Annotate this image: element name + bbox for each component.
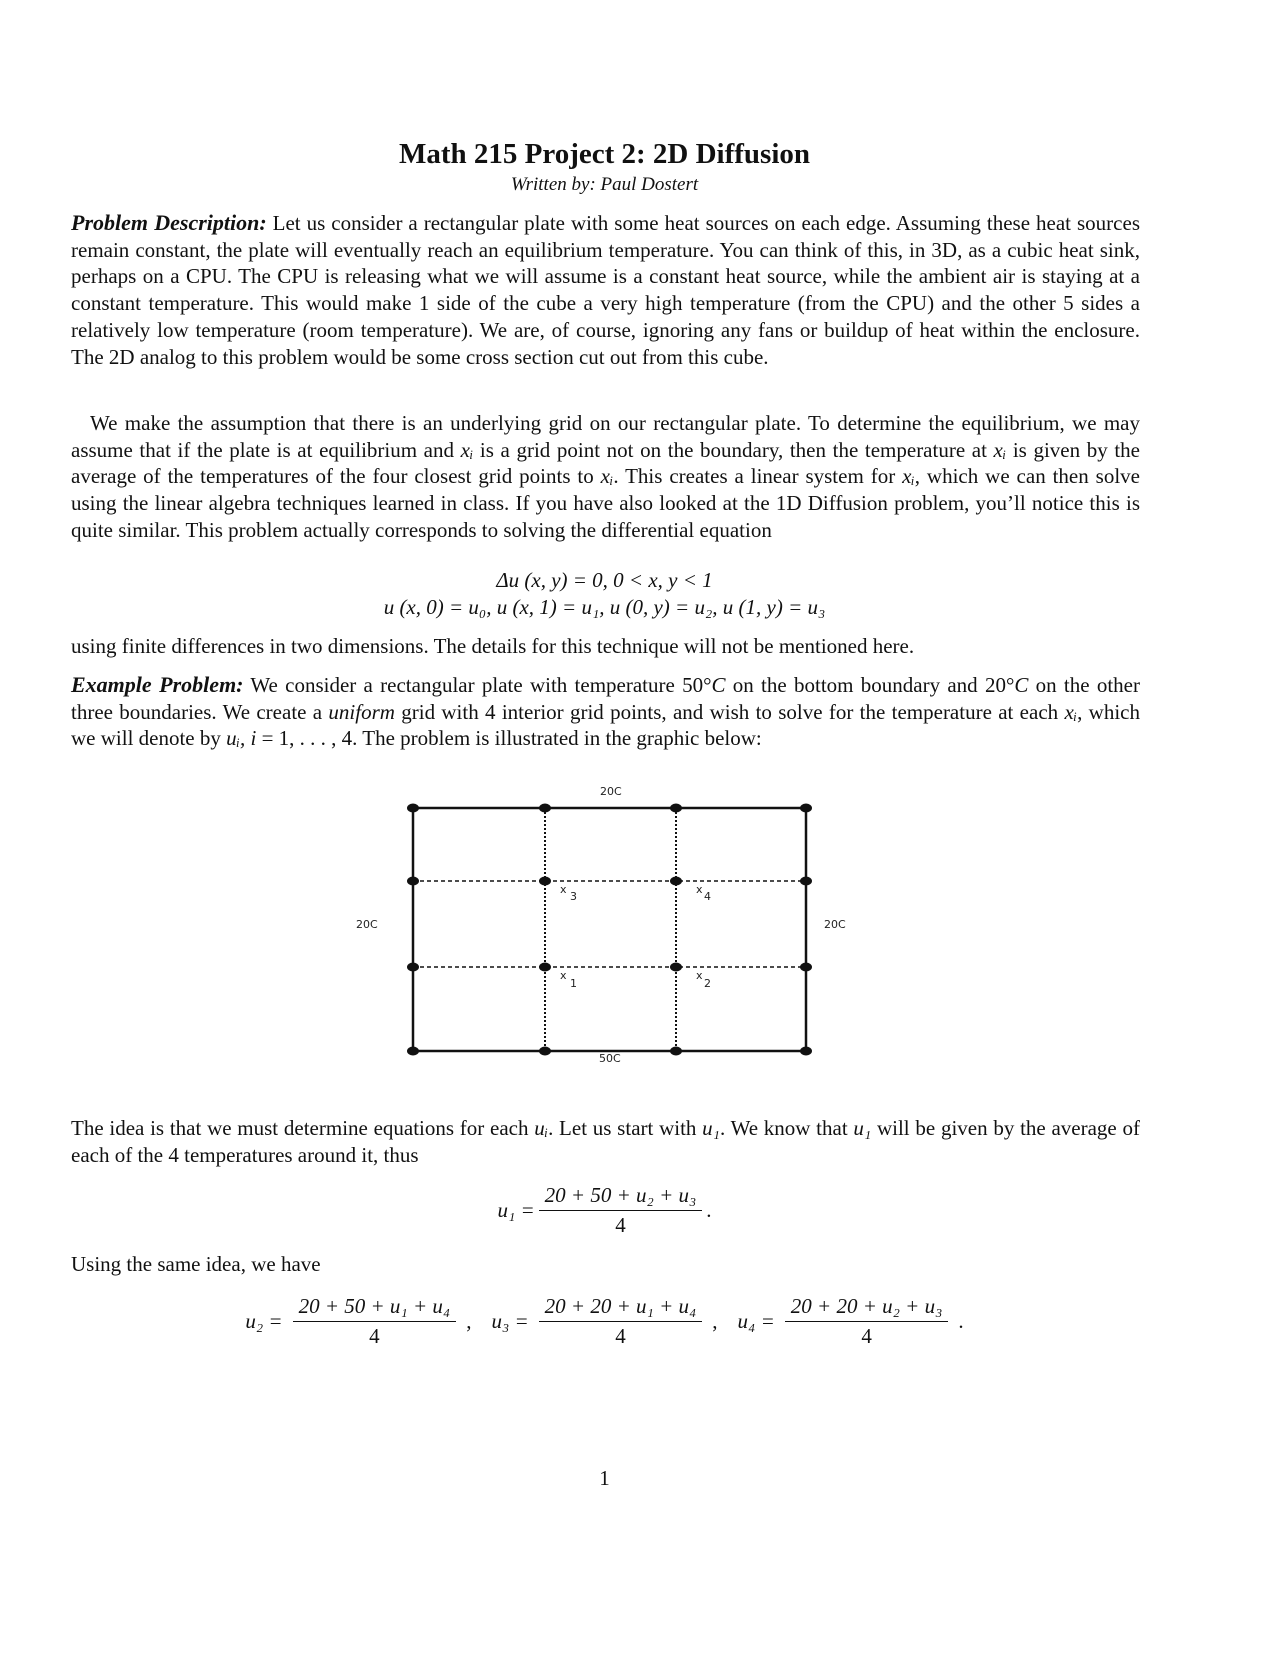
eq-lhs: u₁ = — [497, 1198, 535, 1222]
plate-boundary — [413, 808, 806, 1051]
idea-paragraph — [71, 1115, 1140, 1168]
label-bottom: 50C — [599, 1052, 621, 1065]
eq-end: . — [958, 1309, 964, 1333]
assumption-paragraph — [71, 410, 1140, 544]
eq-lhs: u₃ = — [491, 1309, 529, 1333]
denominator: 4 — [861, 1324, 872, 1348]
math-symbol: u₁ — [702, 1116, 720, 1140]
math-symbol: C — [1014, 673, 1029, 697]
equation-u1 — [0, 1183, 1209, 1238]
same-idea-paragraph — [71, 1251, 1140, 1278]
numerator: 20 + 20 + u₂ + u₃ — [785, 1294, 949, 1322]
text-run: . This creates a linear system for — [613, 464, 903, 489]
denominator: 4 — [615, 1213, 626, 1237]
math-symbol: xᵢ — [460, 437, 474, 462]
text-run: uniform — [328, 699, 395, 724]
numerator: 20 + 20 + u₁ + u₄ — [539, 1294, 703, 1322]
point-sub: 1 — [570, 977, 577, 990]
math-symbol: xᵢ — [993, 437, 1007, 462]
grid-node — [800, 1047, 812, 1056]
text-run: Using the same idea, we have — [71, 1252, 321, 1276]
eq-end: , — [712, 1309, 718, 1333]
denominator: 4 — [369, 1324, 380, 1348]
text-run: , which we can then solve using the linear algebra techniques learned in class. If you have also looked at the 1D Diffusion problem, you’ll notice this is quite similar. This problem actually corresponds to solving the differential equation — [71, 464, 1140, 542]
grid-diagram — [340, 770, 870, 1070]
text-run: is a grid point not on the boundary, then the temperature at — [473, 437, 994, 462]
math-symbol: xᵢ — [902, 464, 915, 489]
math-symbol: xᵢ — [600, 464, 614, 489]
grid-node — [670, 1047, 682, 1056]
text-run: grid with 4 interior grid points, and wish to solve for the temperature at each — [394, 699, 1065, 724]
eq-lhs: u₂ = — [245, 1309, 283, 1333]
text-run: using finite differences in two dimensions. The details for this technique will not be mentioned here. — [71, 634, 915, 658]
page-number: 1 — [599, 1466, 610, 1490]
document-title: Math 215 Project 2: 2D Diffusion — [398, 138, 811, 170]
math-symbol: C — [711, 673, 726, 697]
grid-node — [539, 804, 551, 813]
grid-node — [670, 963, 682, 972]
equations-u2-u4 — [0, 1294, 1209, 1349]
interior-point-x2 — [696, 969, 711, 990]
point-mark: x — [696, 969, 703, 982]
grid-node — [407, 877, 419, 886]
label-right: 20C — [824, 918, 846, 931]
grid-node — [670, 804, 682, 813]
point-sub: 3 — [570, 890, 577, 903]
text-run: We make the assumption that there is an underlying grid on our rectangular plate. To determine the equilibrium, we may assume that if the plate is at equilibrium and — [71, 411, 1140, 462]
text-run: on the other three boundaries. We create a — [71, 673, 1140, 724]
grid-node — [539, 877, 551, 886]
interior-point-x3 — [560, 883, 577, 903]
text-run: Let us consider a rectangular plate with some heat sources on each edge. Assuming these heat sources remain constant, the plate will eventually reach an equilibrium temperature. You can think of this, in 3D, as a cubic heat sink, perhaps on a CPU. The CPU is releasing what we will assume is a constant heat source, while the ambient air is staying at a constant temperature. This would make 1 side of the cube a very high temperature (from the CPU) and the other 5 sides a relatively low temperature (room temperature). We are, of course, ignoring any fans or buildup of heat within the enclosure. The 2D analog to this problem would be some cross section cut out from this cube. — [71, 211, 1140, 369]
math-symbol: uᵢ, i — [226, 726, 257, 751]
equation-boundary: u (x, 0) = u₀, u (x, 1) = u₁, u (0, y) = u₂, u (1, y) = u₃ — [383, 595, 826, 619]
interior-point-x1 — [560, 969, 577, 990]
interior-point-x4 — [696, 883, 711, 903]
fraction — [293, 1294, 457, 1349]
label-left: 20C — [356, 918, 378, 931]
math-symbol: uᵢ — [534, 1116, 549, 1140]
text-run: , which we will denote by — [71, 699, 1140, 751]
fraction — [539, 1294, 703, 1349]
grid-node — [800, 877, 812, 886]
numerator: 20 + 50 + u₂ + u₃ — [539, 1183, 703, 1211]
equation-laplace: Δu (x, y) = 0, 0 < x, y < 1 — [496, 568, 713, 592]
finite-difference-paragraph — [71, 633, 1140, 660]
grid-node — [539, 963, 551, 972]
eq-end: . — [706, 1198, 712, 1222]
eq-lhs: u₄ = — [737, 1309, 775, 1333]
math-symbol: xᵢ — [1064, 699, 1078, 724]
eq-end: , — [466, 1309, 472, 1333]
point-sub: 2 — [704, 977, 711, 990]
math-symbol: u₁ — [853, 1116, 872, 1140]
point-mark: x — [560, 883, 567, 896]
example-problem-paragraph — [71, 672, 1140, 752]
grid-node — [407, 1047, 419, 1056]
point-mark: x — [560, 969, 567, 982]
text-run: will be given by the average of each of the 4 temperatures around it, thus — [71, 1116, 1140, 1167]
problem-description-paragraph — [71, 210, 1140, 370]
grid-node — [800, 963, 812, 972]
grid-node — [407, 804, 419, 813]
fraction — [539, 1183, 703, 1238]
section-heading: Problem Description: — [71, 210, 267, 235]
denominator: 4 — [615, 1324, 626, 1348]
section-heading: Example Problem: — [71, 672, 244, 697]
text-run: . We know that — [719, 1116, 854, 1140]
grid-node — [539, 1047, 551, 1056]
text-run: We consider a rectangular plate with temperature 50° — [243, 673, 712, 697]
label-top: 20C — [600, 785, 622, 798]
grid-node — [407, 963, 419, 972]
text-run: on the bottom boundary and 20° — [725, 673, 1015, 697]
author-line: Written by: Paul Dostert — [510, 174, 699, 195]
fraction — [785, 1294, 949, 1349]
point-sub: 4 — [704, 890, 711, 903]
grid-node — [670, 877, 682, 886]
text-run: is given by the average of the temperatures of the four closest grid points to — [71, 437, 1140, 489]
text-run: = 1, . . . , 4. The problem is illustrated in the graphic below: — [256, 726, 762, 751]
numerator: 20 + 50 + u₁ + u₄ — [293, 1294, 457, 1322]
text-run: . Let us start with — [548, 1116, 703, 1140]
grid-node — [800, 804, 812, 813]
point-mark: x — [696, 883, 703, 896]
text-run: The idea is that we must determine equations for each — [71, 1116, 535, 1140]
